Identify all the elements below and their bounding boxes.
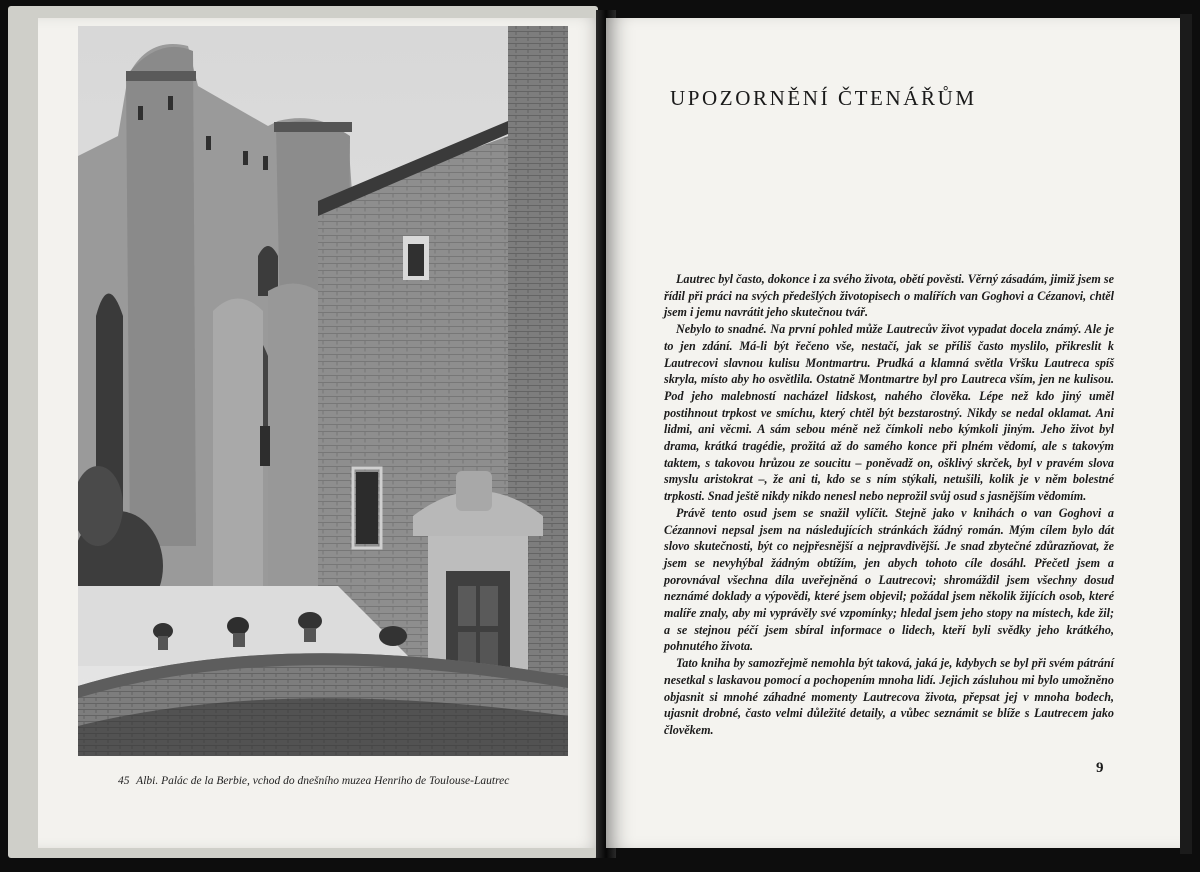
palace-photograph — [78, 26, 568, 756]
chapter-heading: UPOZORNĚNÍ ČTENÁŘŮM — [670, 86, 977, 110]
caption-number: 45 — [118, 775, 130, 787]
photo-caption — [118, 775, 578, 787]
page-number: 9 — [1096, 760, 1104, 776]
paragraph: Tato kniha by samozřejmě nemohla být taková, jaká je, kdybych se byl při svém pátrání nesetkal s laskavou pomocí a pochopením mnoha lidí. Jejich zásluhou mi bylo umožněno objasnit si mnohé záhadné momenty Lautrecova života, přepsat jej v mnoha bodech, ujasnit drobné, často velmi důležité detaily, a vůbec seznámit se blíže s Lautrecem jako člověkem. — [664, 656, 1114, 737]
body-text — [664, 271, 1114, 739]
paragraph: Nebylo to snadné. Na první pohled může Lautrecův život vypadat docela známý. Ale je to jen zdání. Má-li být řečeno vše, nestačí, jak se příliš často myslilo, přikreslit k Lautrecovi slavnou kulisu Montmartru. Prudká a klamná světla Vršku Lautreca spíš skryla, místo aby ho osvětlila. Ostatně Montmartre byl pro Lautreca vším, jen ne kulisou. Pod jeho malebností nacházel lidskost, nahého člověka. Lépe než kdo jiný uměl postihnout trpkost ve smíchu, který chtěl být bezstarostný. Nikdy se nedal oklamat. Ani lidmi, ani věcmi. A sám sebou méně než čímkoli nebo kýmkoli jiným. Jeho život byl drama, krátká tragédie, prožitá až do samého konce při plném vědomí, ale s takovým taktem, s takovou hrůzou ze soucitu – poněvadž on, ošklivý skrček, byl v pravém slova smyslu aristokrat –, že ani ti, kdo se s ním stýkali, netušili, kolik je v něm bolestné trpkosti. Snad ještě nikdy nikdo nenesl nebo neprožil svůj osud s jasnějším vědomím. — [664, 322, 1114, 504]
book-right-edge — [1180, 14, 1192, 854]
paragraph: Právě tento osud jsem se snažil vylíčit. Stejně jako v knihách o van Goghovi a Cézannovi nepsal jsem na následujících stránkách žádný román. Mým cílem bylo dát slovo skutečnosti, být co nejpřesnější a nejpravdivější. Je snad zbytečné zdůrazňovat, že jsem se nevyhýbal žádným obtížím, jen abych tohoto cíle dosáhl. Přečetl jsem a porovnával všechna díla uveřejněná o Lautrecovi; shromáždil jsem všechny dosud neznámé doklady a výpovědi, které jsem objevil; požádal jsem několik žijících osob, které malíře znaly, aby mi vyprávěly své vzpomínky; hledal jsem jeho stopy na místech, kde žil; a se stejnou péčí jsem sbíral informace o lidech, kteří byli svědky jeho krátkého, pohnutého života. — [664, 505, 1114, 654]
caption-text: Albi. Palác de la Berbie, vchod do dnešního muzea Henriho de Toulouse-Lautrec — [136, 775, 510, 787]
paragraph: Lautrec byl často, dokonce i za svého života, obětí pověsti. Věrný zásadám, jimiž jsem se řídil při práci na svých předešlých životopisech o malířích van Goghovi a Cézanovi, chtěl jsem i jemu navrátit jeho skutečnou tvář. — [664, 272, 1114, 320]
